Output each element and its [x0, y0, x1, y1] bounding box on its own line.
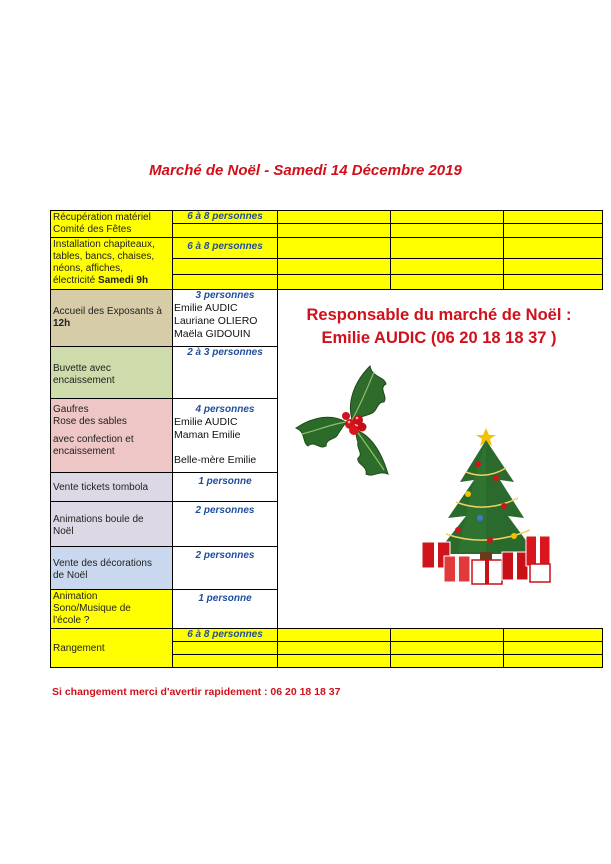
label-line: électricité: [53, 275, 96, 286]
row-rangement-count: [172, 628, 278, 642]
row-decorations-count: [172, 546, 278, 590]
row-animations-label: [50, 501, 173, 547]
label-bold: 12h: [53, 318, 71, 329]
slot: [172, 274, 278, 290]
slot: [503, 223, 603, 238]
row-buvette-count: [172, 346, 278, 399]
row-recuperation-label: [50, 210, 173, 238]
count-text: 2 à 3 personnes: [187, 347, 263, 358]
count-text: 1 personne: [198, 593, 252, 604]
volunteer-name: Lauriane OLIERO: [174, 315, 258, 327]
slot: [390, 210, 504, 224]
responsable-line: Emilie AUDIC (06 20 18 18 37 ): [321, 329, 557, 347]
slot: [503, 258, 603, 275]
volunteer-name: Maman Emilie: [174, 429, 241, 441]
count-text: 6 à 8 personnes: [187, 629, 263, 640]
label-bold: Samedi 9h: [98, 275, 149, 286]
slot: [390, 654, 504, 668]
count-text: 1 personne: [198, 476, 252, 487]
slot: [172, 641, 278, 655]
row-decorations-label: [50, 546, 173, 590]
row-installation-count: [172, 237, 278, 259]
slot: [503, 628, 603, 642]
responsable-line: Responsable du marché de Noël :: [306, 306, 572, 324]
row-recuperation-count: [172, 210, 278, 224]
slot: [390, 628, 504, 642]
slot: [172, 223, 278, 238]
row-gaufres-label: [50, 398, 173, 473]
count-text: 2 personnes: [195, 505, 255, 516]
label-line: Comité des Fêtes: [53, 224, 132, 235]
label-line: Sono/Musique de: [53, 603, 131, 614]
slot: [277, 654, 391, 668]
row-installation-label: [50, 237, 173, 290]
slot: [277, 237, 391, 259]
row-sono-count: [172, 589, 278, 629]
label-line: de Noël: [53, 570, 88, 581]
label-line: Noël: [53, 526, 74, 537]
row-tombola-count: [172, 472, 278, 502]
row-tombola-label: [50, 472, 173, 502]
label-line: Récupération matériel: [53, 212, 151, 223]
label-line: Buvette avec: [53, 363, 111, 374]
label-line: l'école ?: [53, 615, 90, 626]
label-line: tables, bancs, chaises,: [53, 251, 155, 262]
slot: [390, 641, 504, 655]
label-line: Gaufres: [53, 404, 89, 415]
slot: [277, 258, 391, 275]
label-line: Accueil des Exposants à: [53, 306, 162, 317]
slot: [277, 210, 391, 224]
holly-icon: [292, 362, 404, 480]
row-buvette-label: [50, 346, 173, 399]
slot: [277, 628, 391, 642]
volunteer-name: Emilie AUDIC: [174, 302, 238, 314]
label-line: Vente des décorations: [53, 558, 152, 569]
christmas-tree-icon: [418, 422, 554, 587]
slot: [503, 210, 603, 224]
label-line: encaissement: [53, 446, 115, 457]
count-text: 3 personnes: [195, 290, 255, 301]
label-line: néons, affiches,: [53, 263, 123, 274]
slot: [172, 654, 278, 668]
slot: [390, 237, 504, 259]
volunteer-name: Emilie AUDIC: [174, 416, 238, 428]
label-line: Vente tickets tombola: [53, 482, 149, 493]
row-accueil-count: [172, 289, 278, 347]
slot: [503, 641, 603, 655]
count-text: 6 à 8 personnes: [187, 211, 263, 222]
label-line: encaissement: [53, 375, 115, 386]
volunteer-name: Maëla GIDOUIN: [174, 328, 251, 340]
volunteer-name: Belle-mère Emilie: [174, 454, 257, 466]
row-accueil-label: [50, 289, 173, 347]
count-text: 2 personnes: [195, 550, 255, 561]
row-gaufres-count: [172, 398, 278, 473]
label-line: Animations boule de: [53, 514, 144, 525]
slot: [390, 258, 504, 275]
slot: [503, 274, 603, 290]
label-line: Animation: [53, 591, 98, 602]
row-rangement-label: [50, 628, 173, 668]
slot: [390, 223, 504, 238]
label-line: Installation chapiteaux,: [53, 239, 155, 250]
label-line: Rose des sables: [53, 416, 127, 427]
slot: [503, 237, 603, 259]
slot: [277, 641, 391, 655]
count-text: 4 personnes: [195, 404, 255, 415]
slot: [277, 274, 391, 290]
responsable-block: [280, 304, 598, 350]
slot: [172, 258, 278, 275]
label-line: Rangement: [53, 643, 105, 654]
row-sono-label: [50, 589, 173, 629]
page-title: Marché de Noël - Samedi 14 Décembre 2019: [149, 162, 462, 179]
count-text: 6 à 8 personnes: [187, 241, 263, 252]
label-line: avec confection et: [53, 434, 134, 445]
slot: [503, 654, 603, 668]
row-animations-count: [172, 501, 278, 547]
slot: [390, 274, 504, 290]
slot: [277, 223, 391, 238]
footer-note: Si changement merci d'avertir rapidement : 06 20 18 18 37: [52, 686, 341, 698]
